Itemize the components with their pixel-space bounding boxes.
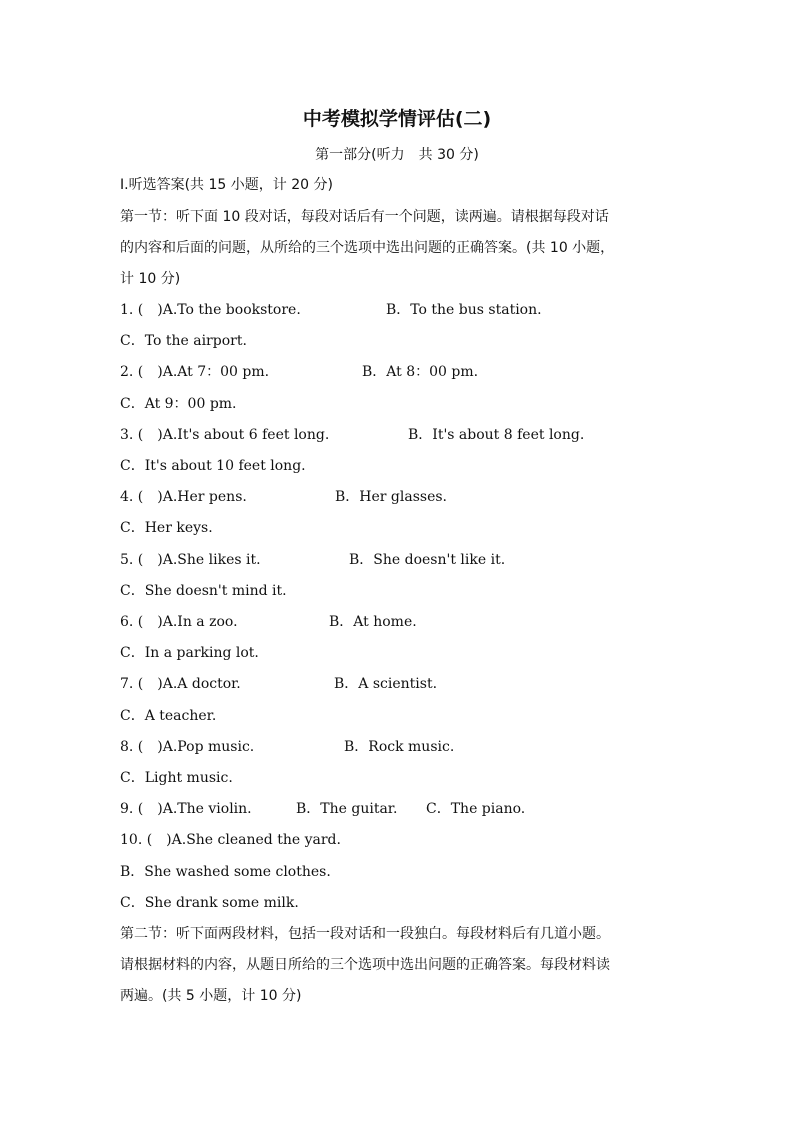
section1-intro-line3: 计 10 分) [120, 271, 181, 287]
q10-option-c: C．She drank some milk. [120, 895, 299, 911]
section1-intro-line2: 的内容和后面的问题，从所给的三个选项中选出问题的正确答案。(共 10 小题， [120, 240, 615, 256]
q7-option-c: C．A teacher. [120, 708, 217, 724]
q6-option-a: 6. ( )A.In a zoo. [120, 614, 238, 630]
q2-option-c: C．At 9：00 pm. [120, 396, 237, 412]
q4-option-a: 4. ( )A.Her pens. [120, 489, 247, 505]
q2-option-b: B．At 8：00 pm. [362, 364, 479, 380]
q5-option-a: 5. ( )A.She likes it. [120, 552, 261, 568]
q6-option-b: B．At home. [329, 614, 417, 630]
section2-intro-line3: 两遍。(共 5 小题，计 10 分) [120, 988, 302, 1004]
q1-option-a: 1. ( )A.To the bookstore. [120, 302, 301, 318]
q7-option-a: 7. ( )A.A doctor. [120, 676, 241, 692]
q1-option-b: B．To the bus station. [386, 302, 542, 318]
q1-option-c: C．To the airport. [120, 333, 247, 349]
q6-option-c: C．In a parking lot. [120, 645, 259, 661]
part-title: 第一部分(听力 共 30 分) [315, 147, 479, 163]
q3-option-a: 3. ( )A.It's about 6 feet long. [120, 427, 330, 443]
q10-option-a: 10. ( )A.She cleaned the yard. [120, 832, 341, 848]
section1-heading: Ⅰ.听选答案(共 15 小题，计 20 分) [120, 177, 333, 193]
q4-option-b: B．Her glasses. [335, 489, 447, 505]
q8-option-a: 8. ( )A.Pop music. [120, 739, 255, 755]
q8-option-b: B．Rock music. [344, 739, 455, 755]
exam-title: 中考模拟学情评估(二) [302, 108, 492, 130]
q10-option-b: B．She washed some clothes. [120, 864, 331, 880]
section2-intro-line2: 请根据材料的内容，从题日所给的三个选项中选出问题的正确答案。每段材料读 [120, 957, 610, 973]
q3-option-c: C．It's about 10 feet long. [120, 458, 306, 474]
q3-option-b: B．It's about 8 feet long. [408, 427, 585, 443]
q7-option-b: B．A scientist. [334, 676, 438, 692]
q9-option-b: B．The guitar. [296, 801, 398, 817]
q4-option-c: C．Her keys. [120, 520, 213, 536]
section1-intro-line1: 第一节：听下面 10 段对话，每段对话后有一个问题，读两遍。请根据每段对话 [120, 209, 609, 225]
q5-option-b: B．She doesn't like it. [349, 552, 506, 568]
q8-option-c: C．Light music. [120, 770, 233, 786]
q5-option-c: C．She doesn't mind it. [120, 583, 287, 599]
q9-option-a: 9. ( )A.The violin. [120, 801, 252, 817]
q2-option-a: 2. ( )A.At 7：00 pm. [120, 364, 270, 380]
section2-intro-line1: 第二节：听下面两段材料，包括一段对话和一段独白。每段材料后有几道小题。 [120, 926, 610, 942]
q9-option-c: C．The piano. [426, 801, 526, 817]
